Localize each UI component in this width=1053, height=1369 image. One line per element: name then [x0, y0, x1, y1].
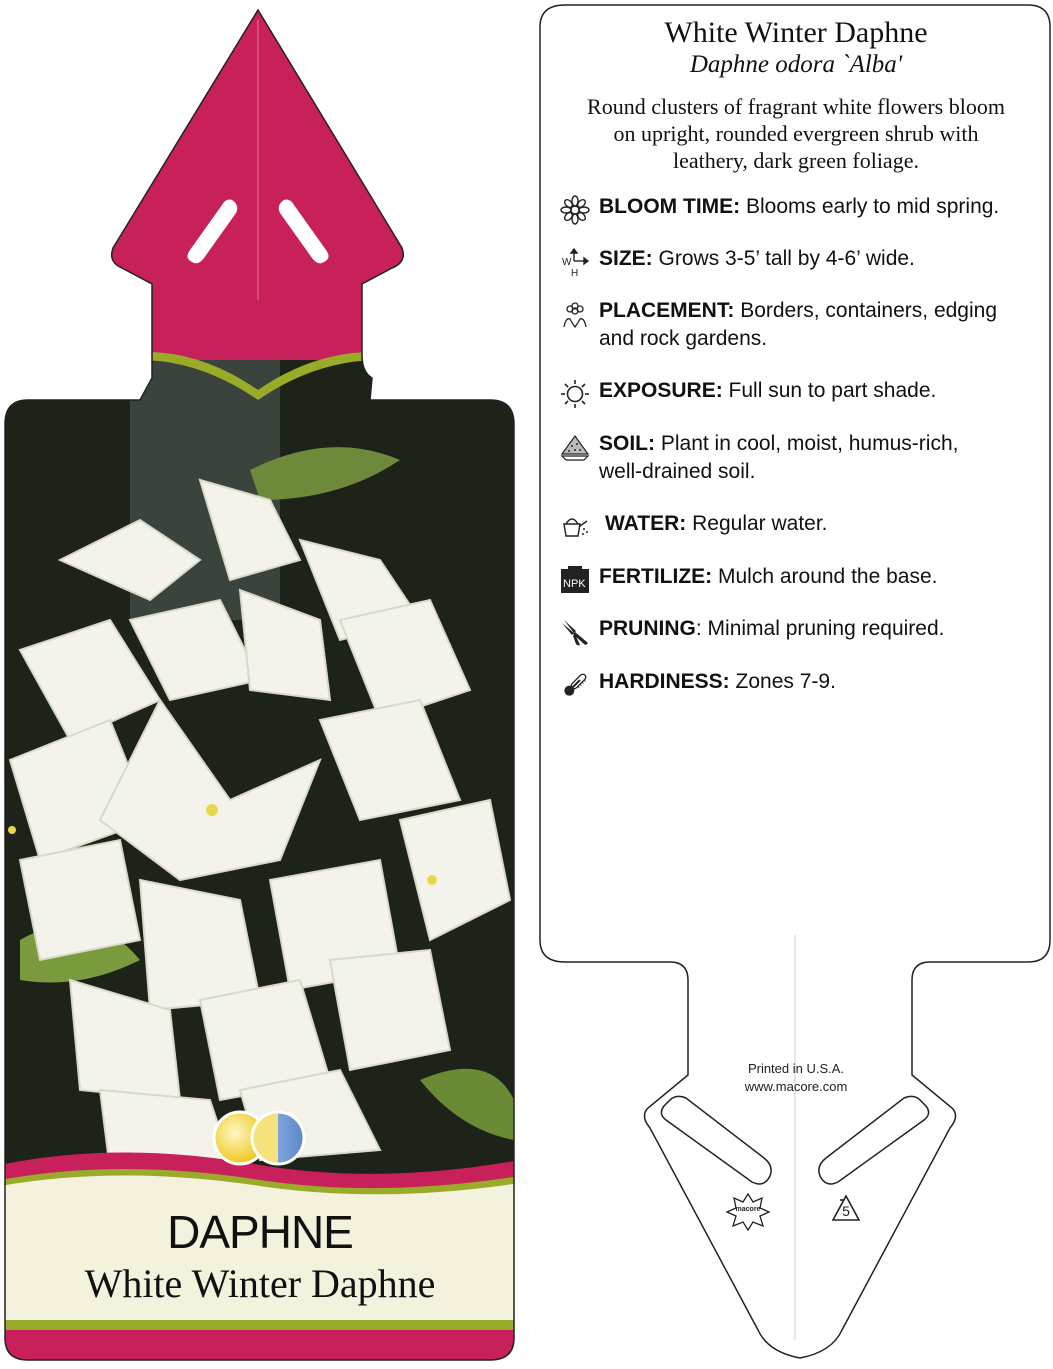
care-label: FERTILIZE: — [599, 565, 713, 588]
care-text: Mulch around the base. — [718, 565, 938, 588]
care-text: Full sun to part shade. — [728, 379, 937, 402]
care-label: EXPOSURE: — [599, 379, 723, 402]
care-label: PLACEMENT: — [599, 299, 735, 322]
care-label: SIZE: — [599, 247, 653, 270]
back-title: White Winter Daphne — [664, 16, 928, 49]
description-line: leathery, dark green foliage. — [673, 148, 919, 173]
size-arrows-icon — [560, 247, 590, 277]
care-text: Regular water. — [692, 512, 828, 535]
pruners-icon — [560, 617, 590, 647]
botanical-name: Daphne odora `Alba' — [689, 51, 903, 78]
npk-label: NPK — [563, 578, 586, 590]
sun-icon — [560, 379, 590, 409]
description-line: Round clusters of fragrant white flowers bloom — [587, 94, 1005, 119]
website: www.macore.com — [744, 1079, 848, 1094]
care-text: Blooms early to mid spring. — [746, 195, 1000, 218]
care-text: Minimal pruning required. — [707, 617, 945, 640]
care-text-cont: well-drained soil. — [599, 460, 756, 483]
care-label: WATER: — [605, 512, 687, 535]
description — [540, 93, 1052, 174]
flower-icon — [560, 195, 590, 225]
care-text: Zones 7-9. — [735, 670, 836, 693]
care-text-cont: and rock gardens. — [599, 327, 768, 350]
thermometer-icon — [560, 670, 590, 700]
care-label-suffix: : — [695, 617, 702, 640]
care-text: Borders, containers, edging — [740, 299, 998, 322]
fertilizer-npk-icon — [560, 565, 590, 595]
printed-in: Printed in U.S.A. — [747, 1061, 845, 1076]
description-line: on upright, rounded evergreen shrub with — [613, 121, 979, 146]
size-h-label: H — [571, 268, 579, 277]
placement-plants-icon — [560, 299, 590, 329]
care-label: BLOOM TIME: — [599, 195, 741, 218]
front-genus: DAPHNE — [167, 1206, 353, 1258]
care-text: Plant in cool, moist, humus-rich, — [660, 432, 959, 455]
recycle-number: 5 — [842, 1203, 850, 1219]
front-common-name: White Winter Daphne — [84, 1261, 436, 1306]
size-w-label: W — [562, 257, 572, 268]
care-label: HARDINESS: — [599, 670, 730, 693]
care-label: SOIL: — [599, 432, 655, 455]
watering-can-icon — [560, 512, 590, 542]
care-text: Grows 3-5’ tall by 4-6’ wide. — [658, 247, 915, 270]
care-label: PRUNING — [599, 617, 696, 640]
soil-mound-icon — [560, 432, 590, 462]
macore-logo-text: macore — [735, 1206, 761, 1213]
